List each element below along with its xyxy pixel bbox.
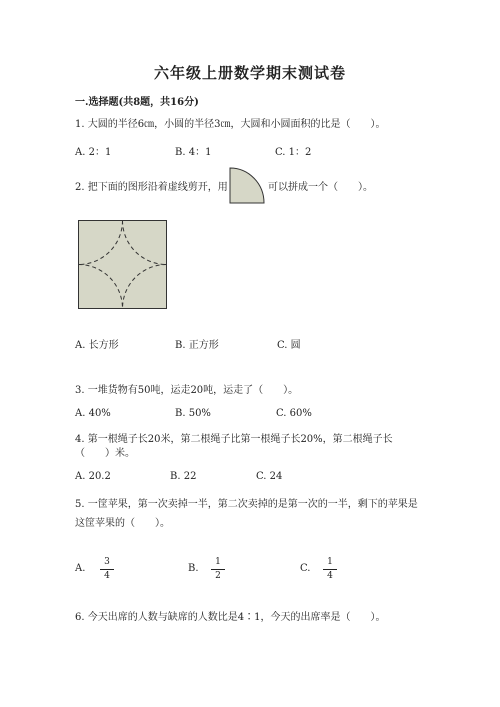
q5-option-c[interactable] — [300, 557, 380, 583]
q5-option-b-fraction — [211, 557, 225, 582]
fraction-denominator: 4 — [327, 571, 333, 581]
q3-option-b[interactable]: B. 50% — [175, 408, 211, 419]
question-3-text: 3. 一堆货物有50吨，运走20吨，运走了（ ）。 — [75, 385, 299, 396]
section-heading: 一.选择题(共8题，共16分) — [75, 97, 199, 108]
q2-option-c[interactable]: C. 圆 — [277, 340, 301, 351]
question-4-line-2: （ ）米。 — [75, 448, 135, 459]
q4-option-a[interactable]: A. 20.2 — [75, 471, 111, 482]
question-2-text-before: 2. 把下面的图形沿着虚线剪开，用 — [75, 182, 228, 193]
question-6-text: 6. 今天出席的人数与缺席的人数比是4∶1，今天的出席率是（ ）。 — [75, 612, 386, 623]
q5-option-c-fraction — [323, 557, 337, 582]
q5-option-b-label: B. — [188, 563, 199, 574]
fraction-denominator: 2 — [215, 571, 221, 581]
q5-option-a-label: A. — [75, 563, 86, 574]
page-title: 六年级上册数学期末测试卷 — [153, 64, 346, 82]
q3-option-c[interactable]: C. 60% — [276, 408, 312, 419]
q5-option-a-fraction — [100, 557, 114, 582]
q1-option-b[interactable]: B. 4：1 — [175, 147, 212, 158]
q5-option-b[interactable] — [188, 557, 268, 583]
q1-option-a[interactable]: A. 2：1 — [75, 147, 112, 158]
question-5-line-2: 这筐苹果的（ ）。 — [75, 518, 170, 529]
question-5-line-1: 5. 一筐苹果，第一次卖掉一半，第二次卖掉的是第一次的一半，剩下的苹果是 — [75, 499, 418, 510]
q5-option-a[interactable] — [75, 557, 155, 583]
q1-option-c[interactable]: C. 1：2 — [275, 147, 312, 158]
question-2-text-after: 可以拼成一个（ ）。 — [268, 182, 373, 193]
fraction-denominator: 4 — [104, 571, 110, 581]
question-1-text: 1. 大圆的半径6㎝，小圆的半径3㎝，大圆和小圆面积的比是（ ）。 — [75, 119, 386, 130]
fraction-numerator: 1 — [211, 557, 225, 570]
question-4-line-1: 4. 第一根绳子长20米，第二根绳子比第一根绳子长20%，第二根绳子长 — [75, 434, 393, 445]
q3-option-a[interactable]: A. 40% — [75, 408, 111, 419]
q2-option-a[interactable]: A. 长方形 — [75, 340, 119, 351]
fraction-numerator: 3 — [100, 557, 114, 570]
q4-option-b[interactable]: B. 22 — [170, 471, 197, 482]
q2-option-b[interactable]: B. 正方形 — [175, 340, 219, 351]
fraction-numerator: 1 — [323, 557, 337, 570]
quarter-circle-icon — [229, 167, 265, 204]
square-dashed-figure — [78, 220, 167, 309]
q5-option-c-label: C. — [300, 563, 311, 574]
q4-option-c[interactable]: C. 24 — [256, 471, 283, 482]
